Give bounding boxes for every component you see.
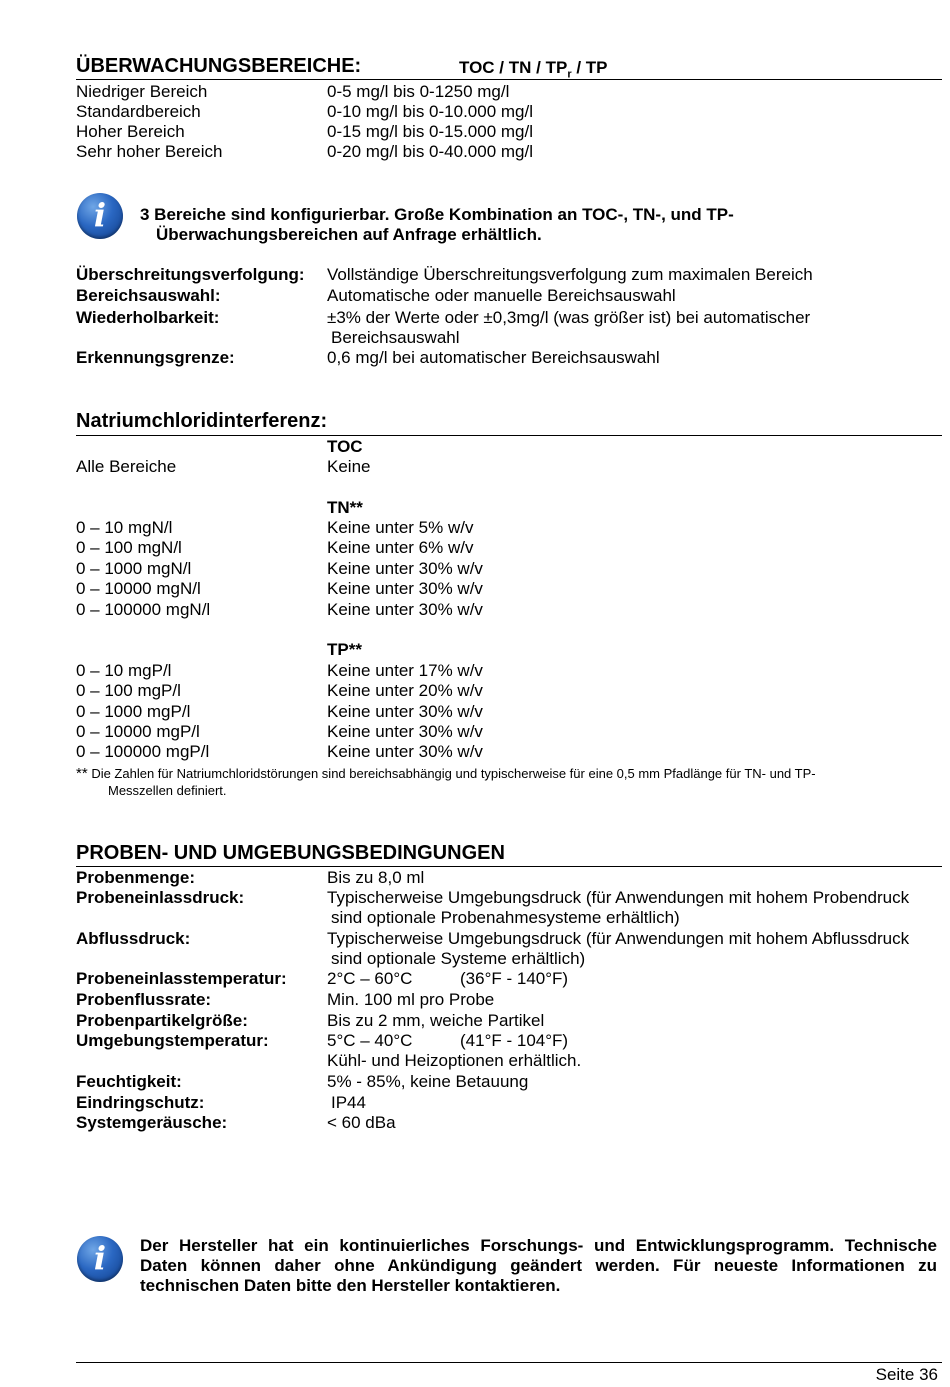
condition-value: IP44 (331, 1093, 366, 1112)
monitoring-row-value: 0-15 mg/l bis 0-15.000 mg/l (327, 122, 533, 141)
condition-label: Probeneinlasstemperatur: (76, 969, 287, 988)
nacl-row-label: 0 – 1000 mgN/l (76, 559, 192, 578)
nacl-row-value: Keine unter 20% w/v (327, 681, 483, 700)
monitoring-row-label: Niedriger Bereich (76, 82, 208, 101)
monitoring-row-value: 0-20 mg/l bis 0-40.000 mg/l (327, 142, 533, 161)
spec-value: ±3% der Werte oder ±0,3mg/l (was größer ist) bei automatischer (327, 308, 811, 327)
nacl-row-label: 0 – 100 mgP/l (76, 681, 181, 700)
nacl-row-label: 0 – 100000 mgP/l (76, 742, 210, 761)
condition-label: Eindringschutz: (76, 1093, 205, 1112)
page-number: Seite 36 (875, 1365, 938, 1384)
condition-value: Bis zu 8,0 ml (327, 868, 425, 887)
nacl-row-value: Keine unter 30% w/v (327, 579, 483, 598)
info-note-1-line2: Überwachungsbereichen auf Anfrage erhältlich. (156, 225, 542, 244)
condition-label: Probeneinlassdruck: (76, 888, 245, 907)
monitoring-row-label: Sehr hoher Bereich (76, 142, 223, 161)
nacl-row-label: 0 – 100000 mgN/l (76, 600, 211, 619)
nacl-tn-header: TN** (327, 498, 363, 517)
monitoring-row-label: Hoher Bereich (76, 122, 185, 141)
nacl-toc-header: TOC (327, 437, 363, 456)
condition-value: 2°C – 60°C (327, 969, 413, 988)
info-icon: i (77, 193, 123, 239)
nacl-row-label: 0 – 100 mgN/l (76, 538, 182, 557)
footnote-line2: Messzellen definiert. (108, 783, 227, 798)
nacl-row-value: Keine unter 30% w/v (327, 742, 483, 761)
condition-label: Systemgeräusche: (76, 1113, 228, 1132)
condition-label: Feuchtigkeit: (76, 1072, 182, 1091)
nacl-row-value: Keine unter 30% w/v (327, 702, 483, 721)
nacl-row-value: Keine unter 30% w/v (327, 559, 483, 578)
condition-value-fahrenheit: (41°F - 104°F) (460, 1031, 569, 1050)
info-note-1 (140, 205, 734, 245)
condition-value-fahrenheit: (36°F - 140°F) (460, 969, 569, 988)
condition-label: Probenpartikelgröße: (76, 1011, 248, 1030)
monitoring-title: ÜBERWACHUNGSBEREICHE: (76, 55, 362, 77)
condition-value: Bis zu 2 mm, weiche Partikel (327, 1011, 545, 1030)
spec-value-continued: Bereichsauswahl (331, 328, 460, 347)
monitoring-header-a: TOC / TN / TP (459, 58, 568, 77)
nacl-row-label: Alle Bereiche (76, 457, 177, 476)
spec-value: 0,6 mg/l bei automatischer Bereichsauswahl (327, 348, 660, 367)
nacl-footnote (76, 765, 906, 799)
monitoring-header-b: / TP (571, 58, 608, 77)
nacl-row-label: 0 – 10 mgN/l (76, 518, 173, 537)
conditions-rule (76, 866, 942, 867)
condition-label: Probenmenge: (76, 868, 196, 887)
spec-label: Erkennungsgrenze: (76, 348, 235, 367)
info-note-2: Der Hersteller hat ein kontinuierliches Forschungs- und Entwicklungsprogramm. Technische Daten können daher ohne Ankündigung geändert werden. Für neueste Informationen zu technischen Daten bitte den Hersteller kontaktieren. (140, 1236, 937, 1295)
nacl-row-label: 0 – 10000 mgN/l (76, 579, 201, 598)
nacl-row-value: Keine unter 30% w/v (327, 722, 483, 741)
nacl-row-label: 0 – 1000 mgP/l (76, 702, 191, 721)
footer-rule (76, 1362, 942, 1363)
condition-value: Typischerweise Umgebungsdruck (für Anwendungen mit hohem Probendruck (327, 888, 910, 907)
info-note-1-line1: 3 Bereiche sind konfigurierbar. Große Kombination an TOC-, TN-, und TP- (140, 205, 734, 224)
footnote-mark: ** (76, 765, 88, 782)
spec-label: Überschreitungsverfolgung: (76, 265, 305, 284)
spec-label: Wiederholbarkeit: (76, 308, 220, 327)
spec-label: Bereichsauswahl: (76, 286, 221, 305)
monitoring-rule (76, 79, 942, 80)
condition-label: Probenflussrate: (76, 990, 212, 1009)
nacl-rule (76, 435, 942, 436)
nacl-row-label: 0 – 10 mgP/l (76, 661, 172, 680)
monitoring-row-label: Standardbereich (76, 102, 201, 121)
nacl-row-value: Keine (327, 457, 371, 476)
monitoring-header-sub: r (567, 68, 572, 81)
monitoring-row-value: 0-10 mg/l bis 0-10.000 mg/l (327, 102, 533, 121)
info-icon: i (77, 1236, 123, 1282)
monitoring-row-value: 0-5 mg/l bis 0-1250 mg/l (327, 82, 510, 101)
condition-value: 5% - 85%, keine Betauung (327, 1072, 529, 1091)
footnote-line1: Die Zahlen für Natriumchloridstörungen sind bereichsabhängig und typischerweise für eine 0,5 mm Pfadlänge für TN- und TP- (91, 766, 816, 781)
condition-value-continued: Kühl- und Heizoptionen erhältlich. (327, 1051, 582, 1070)
condition-value: < 60 dBa (327, 1113, 396, 1132)
nacl-row-value: Keine unter 5% w/v (327, 518, 474, 537)
conditions-title: PROBEN- UND UMGEBUNGSBEDINGUNGEN (76, 842, 505, 864)
nacl-row-value: Keine unter 6% w/v (327, 538, 474, 557)
condition-label: Umgebungstemperatur: (76, 1031, 269, 1050)
nacl-row-value: Keine unter 30% w/v (327, 600, 483, 619)
condition-value-continued: sind optionale Systeme erhältlich) (331, 949, 586, 968)
condition-label: Abflussdruck: (76, 929, 191, 948)
nacl-row-label: 0 – 10000 mgP/l (76, 722, 200, 741)
spec-value: Automatische oder manuelle Bereichsauswahl (327, 286, 676, 305)
condition-value: Typischerweise Umgebungsdruck (für Anwendungen mit hohem Abflussdruck (327, 929, 910, 948)
spec-value: Vollständige Überschreitungsverfolgung zum maximalen Bereich (327, 265, 813, 284)
nacl-row-value: Keine unter 17% w/v (327, 661, 483, 680)
condition-value-continued: sind optionale Probenahmesysteme erhältlich) (331, 908, 680, 927)
nacl-title: Natriumchloridinterferenz: (76, 410, 328, 432)
monitoring-header (459, 58, 608, 80)
condition-value: 5°C – 40°C (327, 1031, 413, 1050)
condition-value: Min. 100 ml pro Probe (327, 990, 495, 1009)
nacl-tp-header: TP** (327, 640, 362, 659)
